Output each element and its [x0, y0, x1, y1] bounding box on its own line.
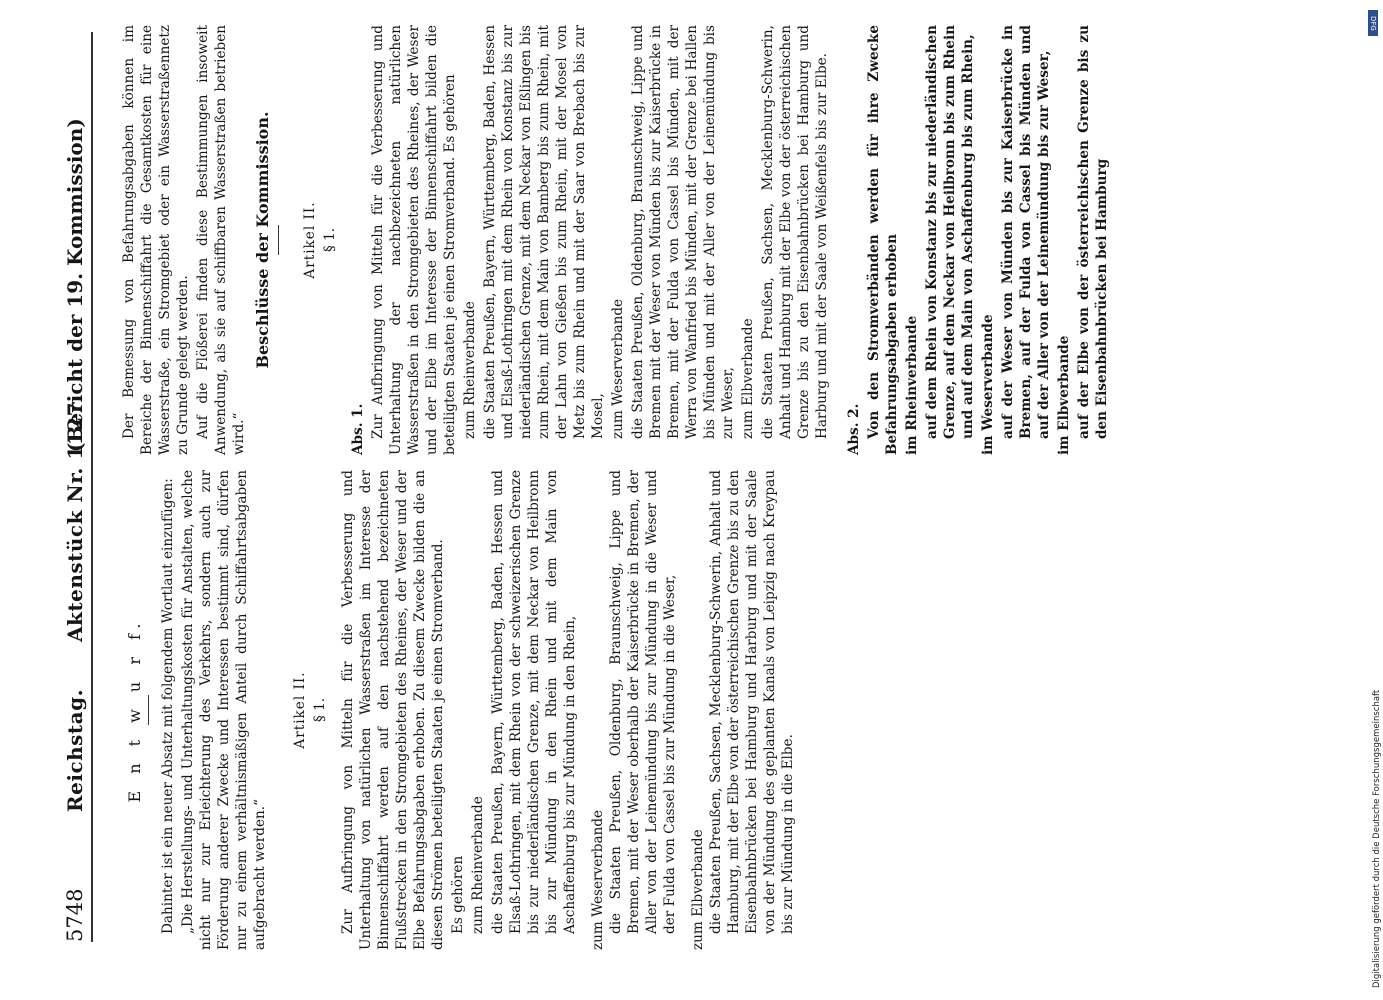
- commission-rhein-label: zum Rheinverbande: [462, 301, 478, 439]
- draft-article-title: Artikel II.: [292, 671, 308, 749]
- page-number: 5748: [63, 888, 87, 942]
- commission-article-title: Artikel II.: [302, 201, 318, 279]
- draft-quote: „Die Herstellungs- und Unterhaltungskosten für Anstalten, welche nicht nur zur Erleichterung des Verkehrs, sondern auch zur Förderung anderer Zwecke und Interessen bestimmt sind, dürfen nur zu einem verhältnismäßigen Anteil durch Schiffahrtsabgaben aufgebracht werden.“: [180, 470, 268, 950]
- header-rule: [91, 32, 93, 942]
- commission-rhein-text: die Staaten Preußen, Bayern, Württemberg, Baden, Hessen und Elsaß-Lothringen mit dem Rhein von Konstanz bis zur niederländischen Grenze, mit dem Neckar von Eßlingen bis zum Rhein, mit dem Main von Bamberg bis zum Rhein, mit der Lahn von Gießen bis zum Rhein, mit der Mosel von Metz bis zum Rhein und mit der Saar von Brebach bis zur Mosel,: [482, 25, 606, 439]
- commission-heading: Beschlüsse der Kommission.: [253, 111, 272, 369]
- header-title: Reichstag.: [63, 688, 87, 812]
- draft-weser-label: zum Weserverbande: [590, 809, 606, 950]
- commission-elbe-text: die Staaten Preußen, Sachsen, Mecklenburg-Schwerin, Anhalt und Hamburg mit der Elbe von der österreichischen Grenze bis zu den Eisenbahnbrücken bei Hamburg und Harburg und mit der Saale von Weißenfels bis zur Elbe.: [760, 25, 830, 439]
- draft-rhein-label: zum Rheinverbande: [470, 796, 486, 934]
- abs2-elbe-label: im Elbverbande: [1056, 335, 1072, 455]
- draft-intro: Dahinter ist ein neuer Absatz mit folgendem Wortlaut einzufügen:: [160, 478, 176, 934]
- abs2-rhein-label: im Rheinverbande: [904, 315, 920, 455]
- draft-weser-text: die Staaten Preußen, Oldenburg, Braunschweig, Lippe und Bremen, mit der Weser oberhalb der Kaiserbrücke in Bremen, der Aller von der Leinemündung bis zur Mündung in die Weser und der Fulda von Cassel bis zur Mündung in die Weser,: [608, 470, 678, 934]
- abs2-weser-text: auf der Weser von Münden bis zur Kaiserbrücke in Bremen, auf der Fulda von Cassel bis Münden und auf der Aller von der Leinemündung bis zur Weser,: [1000, 25, 1052, 439]
- commission-quote: Der Bemessung von Befahrungsabgaben können im Bereiche der Binnenschiffahrt die Gesamtkosten für eine Wasserstraße, ein Stromgebiet oder ein Wasserstraßennetz zu Grunde gelegt werden.: [121, 25, 191, 455]
- commission-paragraph-title: § 1.: [322, 227, 338, 253]
- abs1-text: Zur Aufbringung von Mitteln für die Verbesserung und Unterhaltung der nachbezeichneten natürlichen Wasserstraßen in den Stromgebieten des Rheines, der Weser und der Elbe im Interesse der Binnenschiffahrt bilden die beteiligten Staaten je einen Stromverband. Es gehören: [370, 25, 458, 455]
- draft-elbe-label: zum Elbverbande: [690, 829, 706, 950]
- draft-paragraph-1: Zur Aufbringung von Mitteln für die Verbesserung und Unterhaltung von natürlichen Wasserstraßen im Interesse der Binnenschiffahrt werden auf den nachstehend bezeichneten Flußstrecken in den Stromgebieten des Rheines, der Weser und der Elbe Befahrungsabgaben erhoben. Zu diesem Zwecke bilden die an diesen Strömen beteiligten Staaten je einen Stromverband.: [340, 470, 446, 950]
- heading-rule: [148, 695, 149, 725]
- draft-es-gehoeren: Es gehören: [450, 855, 466, 934]
- commission-weser-label: zum Weserverbande: [610, 298, 626, 439]
- commission-weser-text: die Staaten Preußen, Oldenburg, Braunschweig, Lippe und Bremen mit der Weser von Münden bis zur Kaiserbrücke in Bremen, mit der Fulda von Cassel bis Münden, mit der Werra von Wanfried bis Münden, mit der Grenze bei Hallen bis Münden und mit der Aller von der Leinemündung bis zur Weser,: [630, 25, 736, 439]
- abs1-label: Abs. 1.: [350, 403, 366, 455]
- abs2-rhein-text: auf dem Rhein von Konstanz bis zur niederländischen Grenze, auf dem Neckar von Heilbronn bis zum Rhein und auf dem Main von Aschaffenburg bis zum Rhein,: [924, 25, 976, 439]
- abs2-weser-label: im Weserverbande: [980, 314, 996, 455]
- commission-heading-rule: [278, 225, 279, 255]
- commission-elbe-label: zum Elbverbande: [740, 318, 756, 439]
- commission-column: [120, 25, 1113, 455]
- dfg-logo: DFG: [1368, 10, 1378, 36]
- draft-heading: E n t w u r f.: [125, 617, 144, 803]
- funding-note: Digitalisierung gefördert durch die Deutsche Forschungsgemeinschaft: [1372, 689, 1382, 988]
- page-header: [55, 42, 95, 942]
- draft-paragraph-title: § 1.: [312, 697, 328, 723]
- abs2-elbe-text: auf der Elbe von der österreichischen Grenze bis zu den Eisenbahnbrücken bei Hamburg: [1076, 25, 1110, 439]
- draft-elbe-text: die Staaten Preußen, Sachsen, Mecklenburg-Schwerin, Anhalt und Hamburg, mit der Elbe von der österreichischen Grenze bis zu den Eisenbahnbrücken bei Hamburg und Harburg und mit der Saale von der Mündung des geplanten Kanals von Leipzig nach Kreypau bis zur Mündung in die Elbe.: [708, 470, 796, 934]
- header-document: Aktenstück Nr. 1127.: [63, 394, 87, 642]
- header-report: (Bericht der 19. Kommission): [63, 118, 87, 452]
- commission-quote-2: Auf die Flößerei finden diese Bestimmungen insoweit Anwendung, als sie auf schiffbaren Wasserstraßen betrieben wird.“: [195, 25, 247, 455]
- abs2-text: Von den Stromverbänden werden für ihre Zwecke Befahrungsabgaben erhoben: [866, 25, 900, 455]
- draft-column: [120, 470, 799, 950]
- abs2-label: Abs. 2.: [846, 403, 862, 455]
- draft-rhein-text: die Staaten Preußen, Bayern, Württemberg, Baden, Hessen und Elsaß-Lothringen, mit dem Rhein von der schweizerischen Grenze bis zur niederländischen Grenze, mit dem Neckar von Heilbronn bis zur Mündung in den Rhein und mit dem Main von Aschaffenburg bis zur Mündung in den Rhein,: [490, 470, 578, 934]
